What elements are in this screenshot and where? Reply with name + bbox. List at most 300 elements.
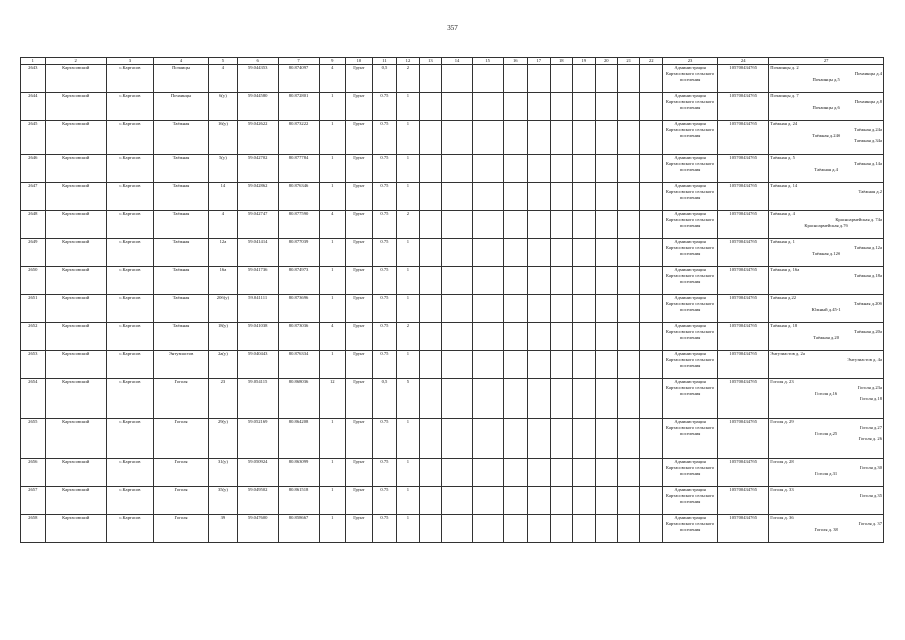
- cell-c10: Грунт: [346, 323, 373, 351]
- cell-admin: Администрация Картасовского сельского поселения: [662, 295, 717, 323]
- address-line: Энтузиастов д. 4а: [847, 356, 882, 362]
- cell-empty: [595, 379, 617, 419]
- cell-empty: [472, 515, 503, 543]
- address-line: Почаинцы д.6: [812, 104, 840, 110]
- table-row: [21, 211, 884, 239]
- cell-empty: [472, 295, 503, 323]
- cell-empty: [472, 267, 503, 295]
- cell-c12: 1: [397, 419, 419, 459]
- cell-c12: 2: [397, 211, 419, 239]
- cell-empty: [573, 419, 595, 459]
- cell-c11: 0.75: [372, 351, 397, 379]
- cell-empty: [528, 211, 550, 239]
- address-line: Таёжная д.24б: [812, 132, 841, 138]
- cell-empty: [640, 515, 662, 543]
- cell-empty: [419, 295, 441, 323]
- cell-empty: [617, 515, 639, 543]
- cell-empty: [573, 267, 595, 295]
- cell-empty: [573, 295, 595, 323]
- cell-village: с.Картасов: [106, 267, 153, 295]
- cell-id: 2648: [21, 211, 46, 239]
- cell-c9: 1: [319, 155, 346, 183]
- cell-c12: 2: [397, 65, 419, 93]
- cell-empty: [573, 183, 595, 211]
- cell-empty: [419, 93, 441, 121]
- table-row: [21, 65, 884, 93]
- cell-c12: 1: [397, 121, 419, 155]
- cell-empty: [595, 295, 617, 323]
- cell-empty: [472, 183, 503, 211]
- address-line: Гоголя д. 38: [814, 526, 838, 532]
- cell-empty: [503, 121, 528, 155]
- cell-lon: 80.876334: [278, 351, 319, 379]
- address-line: Таёжная д. 14: [770, 183, 798, 188]
- cell-empty: [640, 65, 662, 93]
- cell-empty: [640, 295, 662, 323]
- cell-lat: 59.041111: [237, 295, 278, 323]
- cell-district: Картасовский: [45, 459, 106, 487]
- cell-empty: [528, 239, 550, 267]
- cell-street: Таёжная: [153, 121, 208, 155]
- cell-c11: 0.75: [372, 239, 397, 267]
- column-header: 11: [372, 58, 397, 65]
- cell-village: с.Картасов: [106, 379, 153, 419]
- cell-addresses: [769, 379, 884, 419]
- cell-id: 2653: [21, 351, 46, 379]
- cell-empty: [617, 267, 639, 295]
- cell-admin: Администрация Картасовского сельского поселения: [662, 419, 717, 459]
- cell-admin: Администрация Картасовского сельского поселения: [662, 121, 717, 155]
- cell-empty: [528, 267, 550, 295]
- cell-lon: 80.863099: [278, 459, 319, 487]
- column-header: 24: [718, 58, 769, 65]
- address-line: Таёжная д.24а: [854, 126, 882, 132]
- cell-empty: [419, 487, 441, 515]
- cell-id: 2657: [21, 487, 46, 515]
- cell-empty: [617, 65, 639, 93]
- cell-admin: Администрация Картасовского сельского поселения: [662, 323, 717, 351]
- cell-district: Картасовский: [45, 323, 106, 351]
- cell-empty: [419, 459, 441, 487]
- cell-empty: [617, 121, 639, 155]
- address-line: Гоголя д. 28: [770, 459, 794, 464]
- cell-empty: [573, 323, 595, 351]
- cell-empty: [573, 93, 595, 121]
- cell-c9: 1: [319, 121, 346, 155]
- cell-lon: 80.877590: [278, 211, 319, 239]
- cell-village: с.Картасов: [106, 183, 153, 211]
- address-line: Таёжная д.12а: [854, 244, 882, 250]
- cell-empty: [442, 459, 473, 487]
- cell-district: Картасовский: [45, 351, 106, 379]
- cell-admin: Администрация Картасовского сельского поселения: [662, 351, 717, 379]
- cell-admin: Администрация Картасовского сельского поселения: [662, 211, 717, 239]
- cell-empty: [550, 351, 572, 379]
- cell-empty: [419, 419, 441, 459]
- cell-street: Таёжная: [153, 155, 208, 183]
- cell-house: 12а: [209, 239, 238, 267]
- cell-empty: [503, 65, 528, 93]
- address-line: Южный д.45-1: [811, 306, 841, 312]
- address-line: Почаинцы д.8: [854, 98, 882, 104]
- cell-empty: [472, 211, 503, 239]
- cell-lat: 59.050924: [237, 459, 278, 487]
- cell-district: Картасовский: [45, 183, 106, 211]
- cell-village: с.Картасов: [106, 93, 153, 121]
- cell-admin: Администрация Картасовского сельского поселения: [662, 487, 717, 515]
- cell-lat: 59.052169: [237, 419, 278, 459]
- cell-empty: [442, 211, 473, 239]
- cell-empty: [503, 459, 528, 487]
- cell-empty: [573, 65, 595, 93]
- cell-empty: [617, 459, 639, 487]
- cell-c12: 1: [397, 155, 419, 183]
- cell-empty: [503, 211, 528, 239]
- cell-district: Картасовский: [45, 93, 106, 121]
- cell-c10: Грунт: [346, 267, 373, 295]
- cell-lon: 80.876346: [278, 183, 319, 211]
- address-line: Красноармейская д.7б: [804, 222, 848, 228]
- cell-lon: 80.874973: [278, 267, 319, 295]
- page-number: 357: [447, 24, 458, 32]
- cell-lon: 80.858667: [278, 515, 319, 543]
- address-line: Гоголя д.27: [859, 424, 882, 430]
- table-row: [21, 267, 884, 295]
- cell-c12: 1: [397, 295, 419, 323]
- cell-c9: 1: [319, 295, 346, 323]
- cell-addresses: [769, 183, 884, 211]
- cell-empty: [640, 267, 662, 295]
- address-line: Таежная д.34а: [854, 138, 882, 144]
- cell-lon: 80.872801: [278, 93, 319, 121]
- address-line: Таёжная д. 1: [770, 239, 795, 244]
- cell-empty: [640, 459, 662, 487]
- address-line: Таёжная д.20: [813, 334, 840, 340]
- cell-empty: [442, 419, 473, 459]
- cell-c11: 0,5: [372, 379, 397, 419]
- cell-addresses: [769, 65, 884, 93]
- cell-c9: 1: [319, 183, 346, 211]
- cell-district: Картасовский: [45, 239, 106, 267]
- table-row: [21, 121, 884, 155]
- cell-lat: 59.044580: [237, 93, 278, 121]
- cell-empty: [595, 65, 617, 93]
- cell-c9: 1: [319, 459, 346, 487]
- cell-c11: 0.75: [372, 459, 397, 487]
- cell-empty: [595, 155, 617, 183]
- cell-empty: [419, 183, 441, 211]
- cell-lon: 80.873222: [278, 121, 319, 155]
- cell-empty: [419, 323, 441, 351]
- cell-inn: 1057004347б5: [718, 487, 769, 515]
- cell-empty: [528, 155, 550, 183]
- address-line: Почаинцы д. 7: [770, 93, 799, 98]
- cell-street: Почаицы: [153, 65, 208, 93]
- cell-empty: [419, 155, 441, 183]
- column-header: 27: [769, 58, 884, 65]
- cell-empty: [617, 155, 639, 183]
- cell-empty: [503, 155, 528, 183]
- cell-house: 5(у): [209, 155, 238, 183]
- cell-street: Гоголя: [153, 459, 208, 487]
- cell-empty: [573, 155, 595, 183]
- cell-empty: [617, 183, 639, 211]
- cell-empty: [573, 379, 595, 419]
- cell-id: 2644: [21, 93, 46, 121]
- cell-c11: 0.75: [372, 267, 397, 295]
- cell-street: Почаинцы: [153, 93, 208, 121]
- cell-village: с.Картасов: [106, 487, 153, 515]
- cell-lon: 80.874097: [278, 65, 319, 93]
- cell-empty: [595, 487, 617, 515]
- cell-lon: 80.877784: [278, 155, 319, 183]
- cell-c9: 12: [319, 379, 346, 419]
- address-line: Таёжная д.22: [770, 295, 797, 300]
- cell-empty: [573, 351, 595, 379]
- cell-empty: [550, 211, 572, 239]
- cell-empty: [503, 487, 528, 515]
- address-line: Гоголя д.25: [815, 430, 838, 436]
- cell-empty: [573, 211, 595, 239]
- cell-empty: [419, 239, 441, 267]
- cell-village: с.Картасов: [106, 323, 153, 351]
- cell-c9: 4: [319, 65, 346, 93]
- address-line: Таёжная д. 24: [770, 121, 798, 126]
- cell-house: 4: [209, 211, 238, 239]
- cell-admin: Администрация Картасовского сельского поселения: [662, 515, 717, 543]
- column-header: 21: [617, 58, 639, 65]
- cell-c10: Грунт: [346, 121, 373, 155]
- cell-lat: 59.049502: [237, 487, 278, 515]
- cell-empty: [503, 419, 528, 459]
- cell-lat: 59.044353: [237, 65, 278, 93]
- cell-empty: [640, 121, 662, 155]
- cell-house: 39: [209, 515, 238, 543]
- cell-inn: 1057004347б5: [718, 121, 769, 155]
- cell-c11: 0.75: [372, 323, 397, 351]
- cell-admin: Администрация Картасовского сельского поселения: [662, 239, 717, 267]
- cell-empty: [617, 419, 639, 459]
- address-line: Гоголя д. 29: [770, 419, 794, 424]
- cell-empty: [640, 351, 662, 379]
- cell-street: Таёжная: [153, 211, 208, 239]
- cell-empty: [472, 65, 503, 93]
- cell-c11: 0.75: [372, 121, 397, 155]
- cell-empty: [528, 379, 550, 419]
- cell-empty: [442, 379, 473, 419]
- column-header: 14: [442, 58, 473, 65]
- cell-admin: Администрация Картасовского сельского поселения: [662, 459, 717, 487]
- cell-id: 2655: [21, 419, 46, 459]
- cell-street: Гоголя: [153, 419, 208, 459]
- cell-district: Картасовский: [45, 515, 106, 543]
- cell-addresses: [769, 295, 884, 323]
- cell-c11: 0.75: [372, 93, 397, 121]
- cell-admin: Администрация Картасовского сельского поселения: [662, 183, 717, 211]
- cell-c10: Грунт: [346, 351, 373, 379]
- cell-empty: [528, 323, 550, 351]
- cell-district: Картасовский: [45, 379, 106, 419]
- cell-id: 2647: [21, 183, 46, 211]
- cell-c9: 1: [319, 239, 346, 267]
- registry-table: [20, 57, 884, 543]
- cell-empty: [617, 379, 639, 419]
- cell-empty: [617, 93, 639, 121]
- cell-id: 2650: [21, 267, 46, 295]
- cell-empty: [573, 239, 595, 267]
- address-line: Почаинцы д.4: [854, 70, 882, 76]
- cell-inn: 1057004347б5: [718, 239, 769, 267]
- cell-lat: 59.047600: [237, 515, 278, 543]
- cell-empty: [472, 379, 503, 419]
- cell-empty: [550, 267, 572, 295]
- cell-c11: 0.75: [372, 183, 397, 211]
- cell-inn: 1057004347б5: [718, 93, 769, 121]
- cell-empty: [503, 183, 528, 211]
- cell-c11: 0,5: [372, 65, 397, 93]
- cell-c12: 1: [397, 459, 419, 487]
- cell-street: Энтузиастов: [153, 351, 208, 379]
- cell-addresses: [769, 239, 884, 267]
- cell-village: с.Картасов: [106, 121, 153, 155]
- cell-inn: 1057004347б5: [718, 419, 769, 459]
- cell-addresses: [769, 419, 884, 459]
- table-row: [21, 93, 884, 121]
- cell-addresses: [769, 267, 884, 295]
- cell-addresses: [769, 93, 884, 121]
- table-row: [21, 295, 884, 323]
- cell-c9: 1: [319, 93, 346, 121]
- cell-c12: 1: [397, 487, 419, 515]
- cell-c12: 5: [397, 379, 419, 419]
- cell-c11: 0.75: [372, 155, 397, 183]
- cell-lon: 80.861518: [278, 487, 319, 515]
- cell-empty: [528, 121, 550, 155]
- cell-id: 2656: [21, 459, 46, 487]
- cell-empty: [419, 351, 441, 379]
- cell-street: Гоголя: [153, 487, 208, 515]
- cell-empty: [550, 183, 572, 211]
- cell-empty: [550, 323, 572, 351]
- cell-street: Таёжная: [153, 267, 208, 295]
- cell-district: Картасовский: [45, 419, 106, 459]
- cell-c9: 1: [319, 419, 346, 459]
- cell-addresses: [769, 121, 884, 155]
- column-header: 9: [319, 58, 346, 65]
- cell-id: 2651: [21, 295, 46, 323]
- cell-empty: [640, 323, 662, 351]
- column-header: 1: [21, 58, 46, 65]
- cell-lat: 59.042747: [237, 211, 278, 239]
- column-header: 4: [153, 58, 208, 65]
- cell-c11: 0.75: [372, 487, 397, 515]
- cell-inn: 1057004347б5: [718, 459, 769, 487]
- cell-inn: 1057004347б5: [718, 183, 769, 211]
- cell-empty: [442, 155, 473, 183]
- cell-empty: [528, 183, 550, 211]
- cell-empty: [595, 323, 617, 351]
- cell-empty: [472, 487, 503, 515]
- address-line: Таёжная д.4: [814, 166, 838, 172]
- cell-empty: [550, 419, 572, 459]
- cell-id: 2643: [21, 65, 46, 93]
- address-line: Таёжная д.2: [858, 188, 882, 194]
- cell-inn: 1057004347б5: [718, 515, 769, 543]
- cell-empty: [595, 515, 617, 543]
- cell-lat: 59.054115: [237, 379, 278, 419]
- cell-district: Картасовский: [45, 295, 106, 323]
- cell-empty: [550, 515, 572, 543]
- cell-empty: [595, 419, 617, 459]
- cell-c11: 0.75: [372, 515, 397, 543]
- cell-empty: [442, 487, 473, 515]
- cell-inn: 1057004347б5: [718, 155, 769, 183]
- cell-inn: 1057004347б5: [718, 211, 769, 239]
- cell-empty: [617, 211, 639, 239]
- cell-house: 14: [209, 183, 238, 211]
- cell-lat: 59.041736: [237, 267, 278, 295]
- cell-empty: [595, 121, 617, 155]
- column-header: 2: [45, 58, 106, 65]
- cell-empty: [442, 183, 473, 211]
- cell-c10: Грунт: [346, 211, 373, 239]
- column-header: 7: [278, 58, 319, 65]
- cell-empty: [595, 351, 617, 379]
- cell-empty: [528, 459, 550, 487]
- cell-id: 2646: [21, 155, 46, 183]
- cell-lon: 80.873696: [278, 295, 319, 323]
- cell-c10: Грунт: [346, 379, 373, 419]
- address-line: Таёжная д. 4: [770, 211, 795, 216]
- cell-c10: Грунт: [346, 459, 373, 487]
- address-line: Таёжная д. 5: [770, 155, 795, 160]
- cell-empty: [617, 239, 639, 267]
- cell-c9: 1: [319, 487, 346, 515]
- table-row: [21, 515, 884, 543]
- cell-empty: [472, 351, 503, 379]
- cell-c11: 0.75: [372, 295, 397, 323]
- column-header: 20: [595, 58, 617, 65]
- cell-village: с.Картасов: [106, 419, 153, 459]
- cell-addresses: [769, 323, 884, 351]
- cell-c10: Грунт: [346, 487, 373, 515]
- cell-empty: [617, 351, 639, 379]
- column-header: 15: [472, 58, 503, 65]
- cell-empty: [573, 459, 595, 487]
- cell-id: 2652: [21, 323, 46, 351]
- cell-district: Картасовский: [45, 211, 106, 239]
- cell-lat: 59.040443: [237, 351, 278, 379]
- cell-inn: 1057004347б5: [718, 379, 769, 419]
- cell-village: с.Картасов: [106, 459, 153, 487]
- cell-empty: [472, 155, 503, 183]
- cell-empty: [442, 323, 473, 351]
- cell-village: с.Картасов: [106, 155, 153, 183]
- cell-empty: [573, 515, 595, 543]
- cell-c10: Грунт: [346, 419, 373, 459]
- cell-c11: 0.75: [372, 211, 397, 239]
- cell-house: 23: [209, 379, 238, 419]
- cell-admin: Администрация Картасовского сельского поселения: [662, 267, 717, 295]
- cell-empty: [472, 121, 503, 155]
- cell-c9: 1: [319, 351, 346, 379]
- cell-empty: [442, 121, 473, 155]
- cell-c12: 1: [397, 267, 419, 295]
- table-row: [21, 459, 884, 487]
- cell-c9: 4: [319, 211, 346, 239]
- cell-empty: [528, 295, 550, 323]
- cell-house: 6(у): [209, 93, 238, 121]
